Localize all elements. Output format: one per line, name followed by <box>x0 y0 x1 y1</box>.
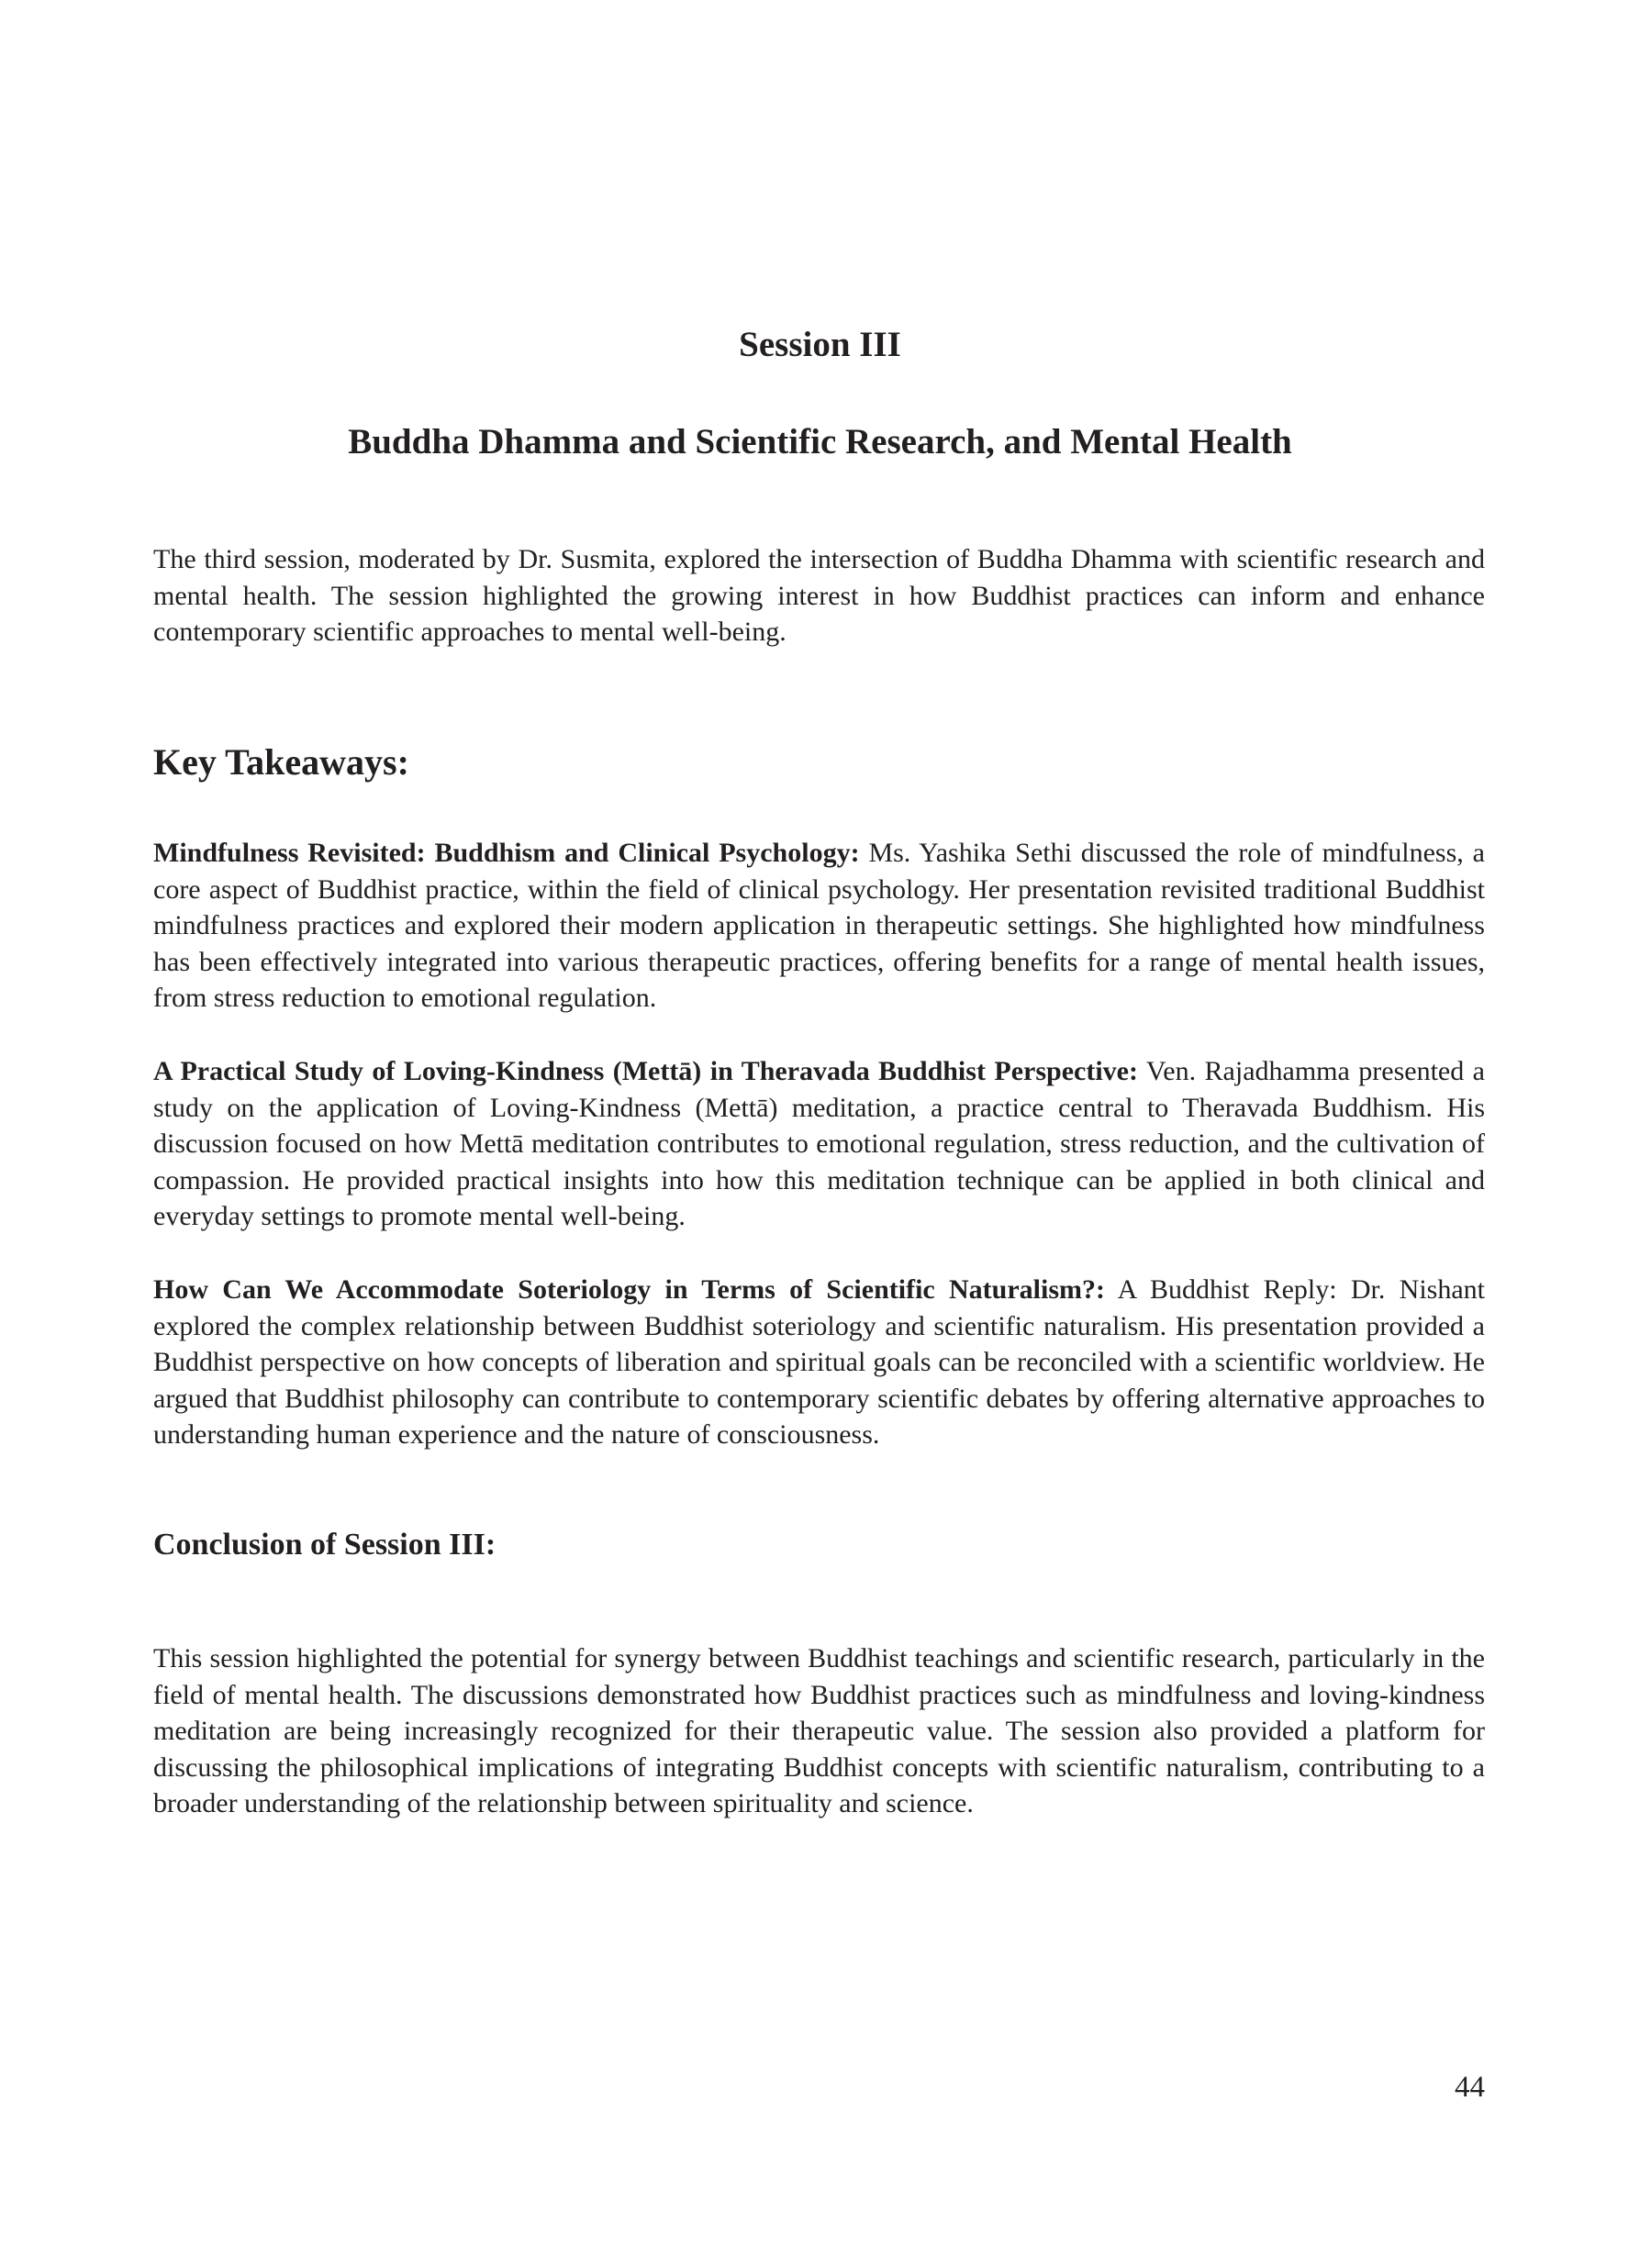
page-title: Buddha Dhamma and Scientific Research, and Mental Health <box>348 422 1292 461</box>
takeaway-lead: Mindfulness Revisited: Buddhism and Clinical Psychology: <box>153 838 860 868</box>
conclusion-heading: Conclusion of Session III: <box>153 1528 496 1562</box>
key-takeaways-heading: Key Takeaways: <box>153 741 409 783</box>
takeaway-paragraph-metta <box>153 1053 1485 1235</box>
takeaway-paragraph-soteriology <box>153 1272 1485 1453</box>
takeaway-lead: How Can We Accommodate Soteriology in Terms of Scientific Naturalism?: <box>153 1274 1105 1305</box>
session-title: Session III <box>739 325 901 364</box>
intro-paragraph: The third session, moderated by Dr. Susmita, explored the intersection of Buddha Dhamma with scientific research and mental health. The session highlighted the growing interest in how Buddhist practices can inform and enhance contemporary scientific approaches to mental well-being. <box>153 544 1485 648</box>
takeaway-paragraph-mindfulness <box>153 835 1485 1017</box>
takeaway-text: Ms. Yashika Sethi discussed the role of mindfulness, a core aspect of Buddhist practice, within the field of clinical psychology. Her presentation revisited traditional Buddhist mindfulness practices and explored their modern application in therapeutic settings. She highlighted how mindfulness has been effectively integrated into various therapeutic practices, offering benefits for a range of mental health issues, from stress reduction to emotional regulation. <box>153 838 1485 1014</box>
takeaway-text: Ven. Rajadhamma presented a study on the application of Loving-Kindness (Mettā) meditation, a practice central to Theravada Buddhism. His discussion focused on how Mettā meditation contributes to emotional regulation, stress reduction, and the cultivation of compassion. He provided practical insights into how this meditation technique can be applied in both clinical and everyday settings to promote mental well-being. <box>153 1056 1485 1232</box>
page-number: 44 <box>1455 2071 1485 2104</box>
conclusion-paragraph: This session highlighted the potential for synergy between Buddhist teachings and scientific research, particularly in the field of mental health. The discussions demonstrated how Buddhist practices such as mindfulness and loving-kindness meditation are being increasingly recognized for their therapeutic value. The session also provided a platform for discussing the philosophical implications of integrating Buddhist concepts with scientific naturalism, contributing to a broader understanding of the relationship between spirituality and science. <box>153 1643 1485 1819</box>
takeaway-text: A Buddhist Reply: Dr. Nishant explored the complex relationship between Buddhist soteriology and scientific naturalism. His presentation provided a Buddhist perspective on how concepts of liberation and spiritual goals can be reconciled with a scientific worldview. He argued that Buddhist philosophy can contribute to contemporary scientific debates by offering alternative approaches to understanding human experience and the nature of consciousness. <box>153 1274 1485 1451</box>
takeaway-lead: A Practical Study of Loving-Kindness (Mettā) in Theravada Buddhist Perspective: <box>153 1056 1138 1086</box>
